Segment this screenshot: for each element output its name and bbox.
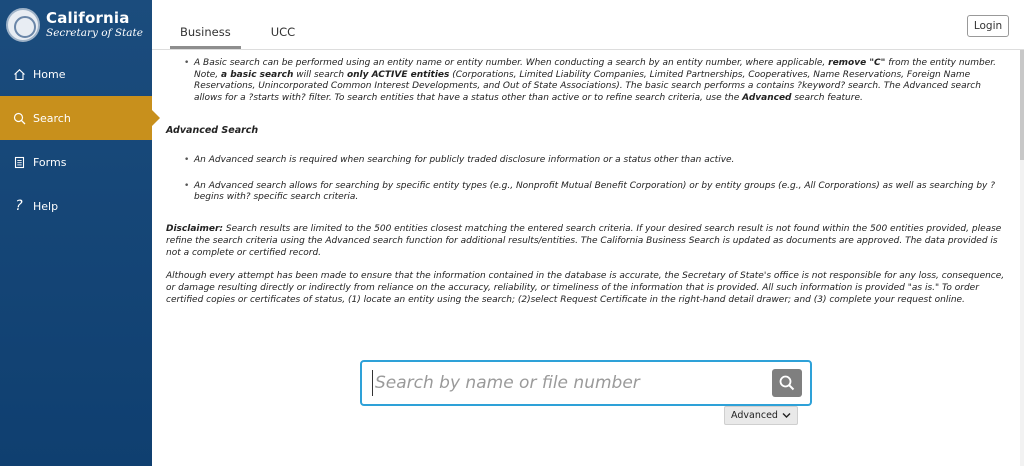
- brand-text: [46, 11, 143, 39]
- magnifier-icon: [779, 375, 795, 391]
- sidebar-item-search[interactable]: [0, 96, 152, 140]
- sidebar-item-label: Home: [33, 67, 66, 81]
- home-icon: [12, 67, 26, 81]
- accuracy-notice: Although every attempt has been made to ensure that the information contained in the database is accurate, the Secretary of State's office is not responsible for any loss, consequence, or damage resulting directly or indirectly from reliance on the accuracy, reliability, or timeliness of the information that is provided. All such information is provided "as is." To order certified copies or certificates of status, (1) locate an entity using the search; (2)select Request Certificate in the right-hand detail drawer; and (3) complete your request online.: [166, 271, 1005, 305]
- search-button[interactable]: [772, 369, 802, 397]
- search-input[interactable]: [372, 370, 767, 396]
- scrollbar-thumb[interactable]: [1020, 50, 1024, 160]
- brand[interactable]: [0, 0, 152, 50]
- bullet-text: (Corporations, Limited Liability Companies, Limited Partnerships, Cooperatives, Name Reservations, Foreign Name Reservations, Unincorporated Common Interest Developments, and Out of State Associations). The basic search performs a contains ?keyword? search. The Advanced search allows for a ?starts with? filter. To search entities that have a status other than active or to refine search criteria, use the: [194, 69, 981, 104]
- sidebar-item-help[interactable]: [0, 184, 152, 228]
- bullet-text: from the entity number. Note,: [194, 58, 996, 80]
- bullet-emphasis: Advanced: [742, 93, 792, 104]
- brand-subtitle: Secretary of State: [46, 27, 143, 40]
- advanced-search-toggle[interactable]: [724, 406, 798, 425]
- chevron-down-icon: [782, 412, 791, 419]
- sidebar-item-home[interactable]: [0, 52, 152, 96]
- sidebar-item-forms[interactable]: [0, 140, 152, 184]
- sidebar-item-label: Help: [33, 199, 59, 213]
- state-seal-icon: [6, 8, 40, 42]
- login-button[interactable]: Login: [967, 15, 1009, 37]
- tab-ucc[interactable]: UCC: [270, 25, 296, 39]
- main-content: [152, 50, 1024, 466]
- bullet-text: will search: [293, 69, 347, 80]
- bullet-text: search feature.: [791, 93, 863, 104]
- advanced-label: Advanced: [731, 410, 778, 421]
- bullet-emphasis: a basic search: [221, 69, 294, 80]
- disclaimer-label: Disclaimer:: [166, 224, 224, 235]
- document-icon: [12, 155, 26, 169]
- sidebar-nav: [0, 52, 152, 228]
- advanced-search-heading: Advanced Search: [166, 124, 259, 136]
- sidebar-item-label: Search: [33, 111, 71, 125]
- advanced-bullet: • An Advanced search is required when searching for publicly traded disclosure information or a status other than active.: [166, 155, 1008, 167]
- search-box: [360, 360, 812, 406]
- sidebar: [0, 0, 152, 466]
- brand-title: California: [46, 9, 130, 28]
- bullet-emphasis: remove "C": [828, 58, 886, 68]
- disclaimer: [166, 224, 1008, 259]
- basic-search-bullet: [166, 58, 1008, 105]
- search-icon: [12, 111, 26, 125]
- top-header: [152, 0, 1024, 50]
- bullet-emphasis: only ACTIVE entities: [346, 69, 450, 80]
- tab-bar: [170, 18, 305, 49]
- instructions: [166, 58, 1008, 306]
- scrollbar-track[interactable]: [1020, 50, 1024, 466]
- bullet-text: A Basic search can be performed using an entity name or entity number. When conducting a search by an entity number, where applicable,: [194, 58, 829, 68]
- tab-business[interactable]: Business: [170, 18, 241, 49]
- disclaimer-text: Search results are limited to the 500 entities closest matching the entered search criteria. If your desired search result is not found within the 500 entities provided, please refine the search criteria using the Advanced search function for additional results/entities. The California Business Search is updated as documents are approved. The data provided is not a complete or certified record.: [166, 224, 1002, 258]
- sidebar-item-label: Forms: [33, 155, 67, 169]
- question-icon: ?: [15, 198, 23, 214]
- advanced-bullet: • An Advanced search allows for searching by specific entity types (e.g., Nonprofit Mutual Benefit Corporation) or by entity groups (e.g., All Corporations) as well as searching by ?begins with? specific search criteria.: [166, 181, 1008, 204]
